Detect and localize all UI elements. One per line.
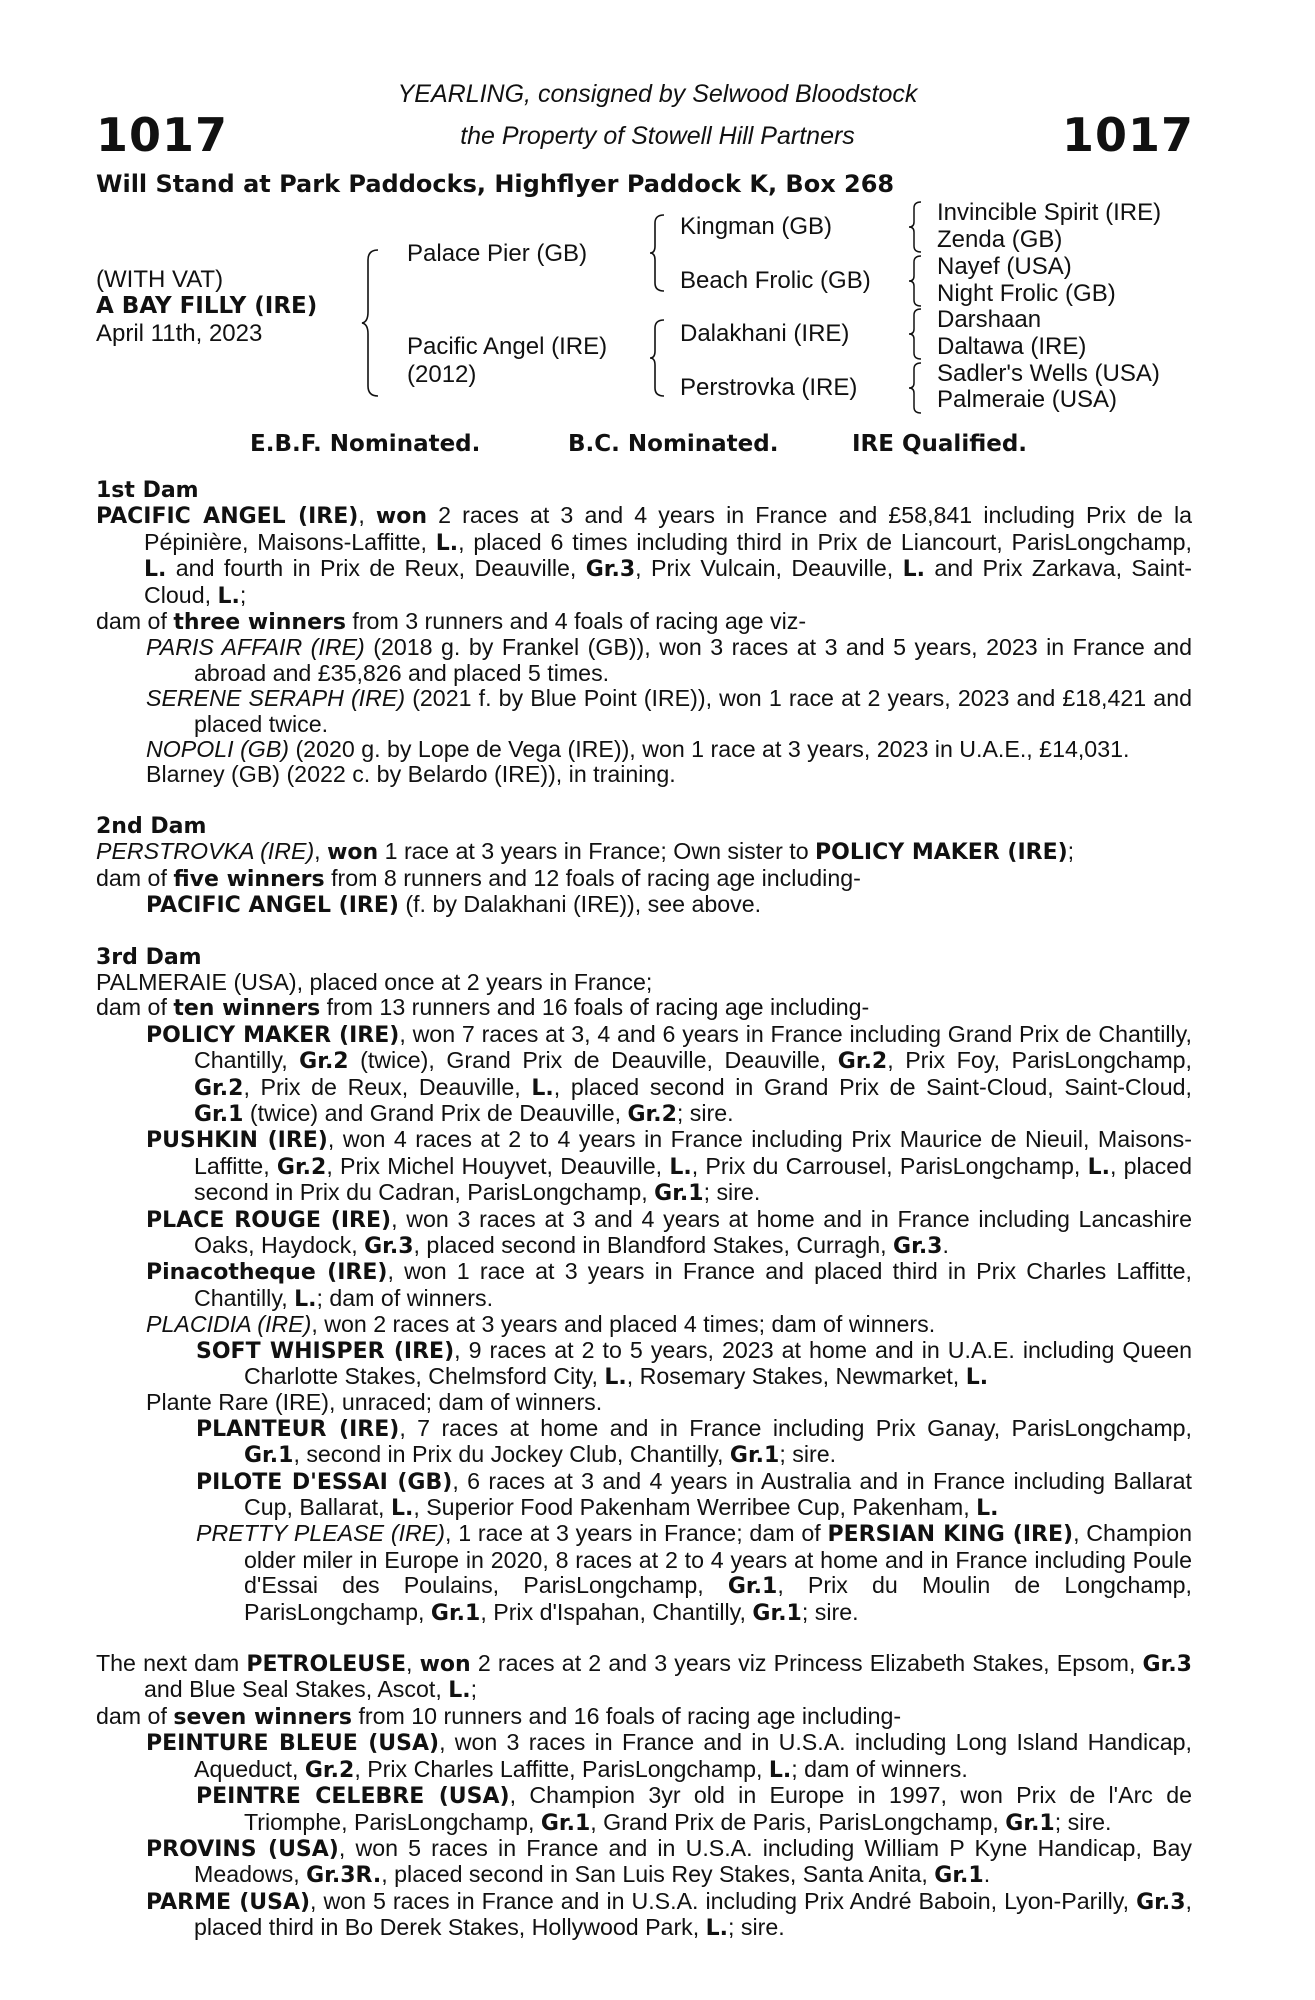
first-dam-produce [96, 609, 1192, 635]
bold-text: Gr.3 [585, 557, 636, 583]
text-run: , [405, 1650, 420, 1677]
text-run: (2021 f. by Blue Point (IRE)), won 1 race at 2 years, 2023 and £18,421 and placed twice. [194, 685, 1192, 737]
text-run: ; [470, 1676, 478, 1703]
text-run: Blarney (GB) (2022 c. by Belardo (IRE)), in training. [146, 761, 676, 788]
produce-entry [96, 737, 1192, 762]
bold-text: Gr.1 [194, 1101, 244, 1127]
produce-entry [96, 892, 1192, 918]
bold-text: Gr.3 [893, 1233, 943, 1259]
text-run: ; sire. [703, 1179, 761, 1206]
bold-text: Gr.1 [729, 1443, 780, 1469]
bold-text: PACIFIC ANGEL (IRE) [96, 504, 359, 530]
bold-text: PILOTE D'ESSAI (GB) [196, 1469, 453, 1495]
bold-text: Gr.1 [1005, 1810, 1055, 1836]
text-run: , Prix Michel Houyvet, Deauville, [326, 1152, 670, 1179]
produce-entry [96, 686, 1192, 737]
pedigree-brace-1 [360, 248, 382, 398]
second-dam-heading: 2nd Dam [96, 813, 207, 839]
text-run: , won 2 races at 3 years and placed 4 times; dam of winners. [311, 1311, 936, 1338]
italic-text: SERENE SERAPH (IRE) [146, 685, 406, 712]
produce-entry [96, 1730, 1192, 1783]
text-run: , Champion 3yr old in Europe in 1997, won Prix de l'Arc de Triomphe, ParisLongchamp, [244, 1782, 1192, 1835]
pedigree-brace-ss [907, 200, 925, 254]
text-run: (twice) and Grand Prix de Deauville, [243, 1099, 628, 1126]
bold-text: L. [976, 1496, 999, 1522]
bold-text: PLACE ROUGE (IRE) [146, 1207, 392, 1233]
text-run: and Prix Zarkava, Saint-Cloud, [144, 555, 1192, 608]
text-run: and fourth in Prix de Reux, Deauville, [166, 555, 586, 582]
text-run: from 10 runners and 16 foals of racing age including- [352, 1702, 902, 1729]
produce-entry [96, 1207, 1192, 1260]
catalogue-body [96, 477, 1192, 1942]
bold-text: PUSHKIN (IRE) [146, 1128, 328, 1154]
text-run: , won 5 races in France and in U.S.A. including William P Kyne Handicap, Bay Meadows, [194, 1834, 1192, 1888]
first-dam-record [96, 503, 1192, 609]
text-run: , placed second in Blandford Stakes, Curragh, [413, 1231, 894, 1258]
produce-entry [96, 1836, 1192, 1889]
bold-text: L. [1087, 1154, 1110, 1180]
pedigree-brace-ds [907, 307, 925, 361]
produce-entry [96, 1338, 1192, 1391]
bold-text: Gr.2 [299, 1049, 349, 1075]
pedigree-brace-dd [907, 361, 925, 415]
bold-text: L. [144, 557, 167, 583]
text-run: , placed third in Bo Derek Stakes, Hollywood Park, [194, 1887, 1192, 1941]
lot-number-right: 1017 [1061, 108, 1194, 162]
sire-dam: Beach Frolic (GB) [680, 267, 871, 294]
text-run: , Prix de Reux, Deauville, [243, 1073, 532, 1100]
pedigree-brace-sd [907, 254, 925, 308]
text-run: , 9 races at 2 to 5 years, 2023 at home and in U.A.E. including Queen Charlotte Stakes, Chelmsford City, [244, 1336, 1193, 1389]
text-run: and Blue Seal Stakes, Ascot, [144, 1676, 449, 1703]
produce-entry [96, 1390, 1192, 1415]
text-run: 2 races at 2 and 3 years viz Princess Elizabeth Stakes, Epsom, [470, 1650, 1143, 1677]
text-run: , [314, 838, 328, 865]
property-line: the Property of Stowell Hill Partners [460, 122, 855, 150]
third-dam-record [96, 970, 1192, 995]
dam-dam-sire: Sadler's Wells (USA) [937, 360, 1160, 387]
text-run: ; sire. [779, 1441, 837, 1468]
text-run: , placed 6 times including third in Prix de Liancourt, ParisLongchamp, [458, 528, 1192, 555]
bold-text: L. [768, 1757, 792, 1783]
bold-text: seven winners [173, 1704, 352, 1730]
produce-entry [96, 1312, 1192, 1337]
bold-text: Gr.3R. [306, 1863, 382, 1889]
bold-text: L. [390, 1496, 414, 1522]
bold-text: three winners [173, 610, 346, 636]
produce-entry [96, 1127, 1192, 1206]
bold-text: Gr.1 [430, 1600, 481, 1626]
next-dam-record [96, 1651, 1192, 1704]
dam-year: (2012) [407, 361, 477, 388]
next-dam-produce [96, 1704, 1192, 1730]
text-run: dam of [96, 994, 174, 1021]
text-run: , placed second in Grand Prix de Saint-Cloud, Saint-Cloud, [553, 1073, 1192, 1100]
bold-text: won [327, 840, 379, 866]
text-run: . [983, 1861, 991, 1888]
dam-sire-sire: Darshaan [937, 306, 1042, 333]
bold-text: L. [217, 583, 240, 609]
bold-text: L. [902, 557, 925, 583]
bold-text: POLICY MAKER (IRE) [146, 1022, 400, 1048]
text-run: , 1 race at 3 years in France; dam of [444, 1520, 828, 1547]
produce-entry [96, 762, 1192, 787]
italic-text: NOPOLI (GB) [146, 736, 290, 763]
bold-text: Gr.1 [244, 1443, 294, 1469]
bold-text: PACIFIC ANGEL (IRE) [146, 893, 399, 919]
pedigree-brace-sire [648, 213, 668, 293]
bold-text: Gr.1 [752, 1600, 802, 1626]
text-run: ; sire. [676, 1099, 734, 1126]
text-run: , Champion older miler in Europe in 2020, 8 races at 2 to 4 years at home and in France including Poule d'Essai des Poulains, ParisLongchamp, [244, 1520, 1192, 1599]
bold-text: Gr.2 [627, 1101, 677, 1127]
bold-text: Gr.3 [1136, 1889, 1186, 1915]
second-dam-record [96, 839, 1192, 865]
text-run: , won 3 races at 3 and 4 years at home and in France including Lancashire Oaks, Haydock, [194, 1205, 1192, 1258]
bold-text: Gr.1 [654, 1181, 704, 1207]
bold-text: PETROLEUSE [246, 1652, 406, 1678]
consignment-line: YEARLING, consigned by Selwood Bloodstock [397, 80, 918, 108]
text-run: , Superior Food Pakenham Werribee Cup, Pakenham, [413, 1494, 977, 1521]
text-run: ; dam of winners. [791, 1755, 968, 1782]
produce-entry [96, 1783, 1192, 1836]
sire-dam-dam: Night Frolic (GB) [937, 280, 1116, 307]
bold-text: PEINTRE CELEBRE (USA) [196, 1784, 510, 1810]
text-run: , Grand Prix de Paris, ParisLongchamp, [590, 1808, 1006, 1835]
text-run: dam of [96, 1702, 174, 1729]
italic-text: PARIS AFFAIR (IRE) [146, 634, 365, 661]
text-run: , won 3 races in France and in U.S.A. including Long Island Handicap, Aqueduct, [194, 1729, 1192, 1782]
bold-text: Gr.2 [304, 1757, 355, 1783]
text-run: from 13 runners and 16 foals of racing age including- [320, 994, 870, 1021]
second-dam-produce [96, 866, 1192, 892]
bold-text: PARME (USA) [146, 1889, 311, 1915]
bold-text: PERSIAN KING (IRE) [827, 1522, 1074, 1548]
ire-qualified: IRE Qualified. [852, 431, 1028, 457]
bold-text: Pinacotheque (IRE) [146, 1260, 388, 1286]
produce-entry [96, 1889, 1192, 1942]
dam: Pacific Angel (IRE) [407, 333, 608, 360]
bold-text: PROVINS (USA) [146, 1836, 339, 1862]
produce-entry [96, 1416, 1192, 1469]
produce-entry [96, 1521, 1192, 1626]
bold-text: L. [669, 1154, 692, 1180]
bold-text: five winners [173, 866, 325, 892]
bold-text: SOFT WHISPER (IRE) [196, 1338, 455, 1364]
produce-entry [96, 1469, 1192, 1522]
dam-dam-dam: Palmeraie (USA) [937, 386, 1118, 413]
bold-text: POLICY MAKER (IRE) [815, 840, 1068, 866]
text-run: , Prix Charles Laffitte, ParisLongchamp, [354, 1755, 769, 1782]
bold-text: L. [531, 1075, 554, 1101]
text-run: (twice), Grand Prix de Deauville, Deauville, [348, 1047, 838, 1074]
sire: Palace Pier (GB) [407, 240, 588, 267]
bold-text: Gr.2 [194, 1075, 244, 1101]
text-run: Plante Rare (IRE), unraced; dam of winners. [146, 1389, 603, 1416]
text-run: , second in Prix du Jockey Club, Chantilly, [293, 1441, 730, 1468]
bold-text: Gr.2 [837, 1049, 888, 1075]
italic-text: PRETTY PLEASE (IRE) [196, 1520, 445, 1547]
sire-sire: Kingman (GB) [680, 213, 833, 240]
text-run: 2 races at 3 and 4 years in France and £58,841 including Prix de la Pépinière, Maisons-Laffitte, [144, 502, 1192, 555]
bold-text: won [419, 1652, 471, 1678]
dam-sire-dam: Daltawa (IRE) [937, 333, 1087, 360]
third-dam-heading: 3rd Dam [96, 944, 202, 970]
text-run: , won 4 races at 2 to 4 years in France including Prix Maurice de Nieuil, Maisons-Laffitte, [194, 1126, 1192, 1179]
text-run: , won 5 races in France and in U.S.A. including Prix André Baboin, Lyon-Parilly, [310, 1887, 1137, 1914]
text-run: , 6 races at 3 and 4 years in Australia and in France including Ballarat Cup, Ballarat, [244, 1467, 1192, 1521]
bold-text: PLANTEUR (IRE) [196, 1416, 400, 1442]
italic-text: PERSTROVKA (IRE) [96, 838, 315, 865]
bold-text: Gr.3 [1142, 1652, 1192, 1678]
text-run: ; [1067, 838, 1075, 865]
text-run: , Prix Vulcain, Deauville, [635, 555, 903, 582]
text-run: 1 race at 3 years in France; Own sister to [378, 838, 816, 865]
date-of-birth: April 11th, 2023 [96, 320, 263, 347]
produce-entry [96, 635, 1192, 686]
bold-text: Gr.2 [276, 1154, 327, 1180]
text-run: , 7 races at home and in France including Prix Ganay, ParisLongchamp, [399, 1414, 1193, 1441]
vat-note: (WITH VAT) [96, 266, 224, 293]
text-run: (2020 g. by Lope de Vega (IRE)), won 1 race at 3 years, 2023 in U.A.E., £14,031. [289, 736, 1130, 763]
bold-text: L. [705, 1916, 729, 1942]
bold-text: Gr.1 [934, 1863, 984, 1889]
bold-text: L. [294, 1286, 317, 1312]
text-run: dam of [96, 608, 174, 635]
text-run: from 8 runners and 12 foals of racing age including- [324, 864, 861, 891]
text-run: (f. by Dalakhani (IRE)), see above. [398, 891, 762, 918]
bold-text: PEINTURE BLEUE (USA) [146, 1731, 440, 1757]
sire-dam-sire: Nayef (USA) [937, 253, 1072, 280]
text-run: , placed second in Prix du Cadran, ParisLongchamp, [194, 1152, 1192, 1206]
text-run: , won 1 race at 3 years in France and placed third in Prix Charles Laffitte, Chantilly, [194, 1258, 1192, 1311]
text-run: ; sire. [1054, 1808, 1112, 1835]
lot-name: A BAY FILLY (IRE) [96, 293, 318, 319]
bold-text: Gr.1 [540, 1810, 591, 1836]
dam-dam: Perstrovka (IRE) [680, 374, 858, 401]
text-run: (2018 g. by Frankel (GB)), won 3 races at 3 and 5 years, 2023 in France and abroad and £35,826 and placed 5 times. [194, 634, 1192, 686]
text-run: from 3 runners and 4 foals of racing age viz- [345, 608, 807, 635]
text-run: PALMERAIE (USA), placed once at 2 years in France; [96, 968, 653, 995]
bold-text: L. [448, 1678, 471, 1704]
text-run: . [942, 1231, 949, 1258]
text-run: , Prix Foy, ParisLongchamp, [887, 1047, 1192, 1074]
produce-entry [96, 1022, 1192, 1128]
text-run: , placed second in San Luis Rey Stakes, Santa Anita, [381, 1861, 935, 1888]
text-run: ; [239, 581, 247, 608]
bold-text: won [375, 504, 427, 530]
bold-text: L. [435, 530, 459, 556]
sire-sire-dam: Zenda (GB) [937, 226, 1063, 253]
lot-number-left: 1017 [96, 108, 229, 162]
bold-text: L. [604, 1365, 627, 1390]
italic-text: PLACIDIA (IRE) [146, 1311, 312, 1338]
pedigree-brace-dam [648, 318, 668, 398]
ebf-nomination: E.B.F. Nominated. [250, 431, 481, 457]
text-run: ; sire. [801, 1598, 859, 1625]
text-run: , [358, 502, 376, 529]
text-run: , Prix du Moulin de Longchamp, ParisLongchamp, [244, 1572, 1192, 1625]
third-dam-produce [96, 995, 1192, 1021]
text-run: , Rosemary Stakes, Newmarket, [626, 1363, 966, 1389]
text-run: ; dam of winners. [316, 1284, 494, 1311]
bold-text: Gr.1 [727, 1574, 778, 1600]
bc-nomination: B.C. Nominated. [568, 431, 779, 457]
first-dam-heading: 1st Dam [96, 478, 199, 503]
produce-entry [96, 1259, 1192, 1312]
text-run: , won 7 races at 3, 4 and 6 years in France including Grand Prix de Chantilly, Chantilly, [194, 1020, 1192, 1074]
text-run: ; sire. [728, 1914, 785, 1941]
text-run: , Prix du Carrousel, ParisLongchamp, [691, 1152, 1088, 1179]
bold-text: Gr.3 [364, 1233, 414, 1259]
bold-text: L. [965, 1365, 989, 1390]
text-run: The next dam [96, 1650, 247, 1677]
bold-text: ten winners [173, 996, 321, 1022]
text-run: , Prix d'Ispahan, Chantilly, [480, 1598, 753, 1625]
text-run: dam of [96, 864, 174, 891]
dam-sire: Dalakhani (IRE) [680, 320, 850, 347]
stand-location: Will Stand at Park Paddocks, Highflyer Paddock K, Box 268 [96, 170, 895, 198]
sire-sire-sire: Invincible Spirit (IRE) [937, 199, 1162, 226]
